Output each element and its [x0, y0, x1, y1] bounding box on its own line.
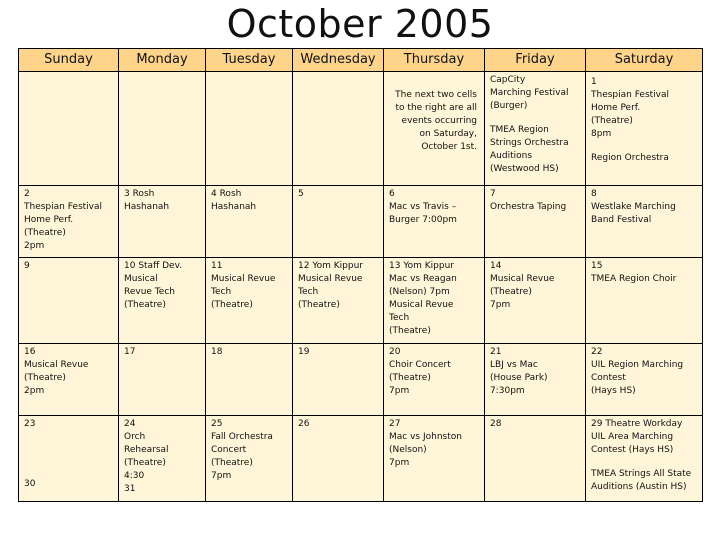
event-line: TMEA Region [490, 125, 549, 135]
event-line: Orchestra Taping [490, 202, 567, 212]
cell-day-12 [293, 258, 384, 344]
cell-day-1 [586, 72, 703, 186]
event-line: 8 [591, 189, 597, 199]
event-line: 30 [24, 479, 36, 489]
calendar-grid [18, 48, 703, 502]
event-line: (Theatre) [591, 116, 633, 126]
event-line: 5 [298, 189, 304, 199]
event-line: 7 [490, 189, 496, 199]
event-line: 24 [124, 419, 136, 429]
event-line: 13 Yom Kippur [389, 261, 454, 271]
event-line: Musical [124, 274, 158, 284]
week-row-1 [19, 72, 703, 186]
event-line: 7pm [389, 458, 410, 468]
event-line: Mac vs Reagan [389, 274, 457, 284]
cell-day-11 [206, 258, 293, 344]
event-line: 14 [490, 261, 502, 271]
header-saturday: Saturday [586, 49, 703, 72]
event-line: (House Park) [490, 373, 548, 383]
cell-day-19 [293, 344, 384, 416]
event-line: (Nelson) [389, 445, 427, 455]
cell-note [384, 72, 485, 186]
event-line: Tech [389, 313, 410, 323]
cell-day-17 [119, 344, 206, 416]
event-line: Hashanah [124, 202, 170, 212]
event-line: (Hays HS) [591, 386, 636, 396]
header-friday: Friday [485, 49, 586, 72]
event-line: 6 [389, 189, 395, 199]
event-line: 1 [591, 77, 597, 87]
day-30 [24, 478, 115, 491]
event-line: 11 [211, 261, 223, 271]
cell-day-4 [206, 186, 293, 258]
event-line: UIL Area Marching [591, 432, 674, 442]
event-line: 2 [24, 189, 30, 199]
event-line: Home Perf. [24, 215, 74, 225]
event-line: Marching Festival [490, 88, 569, 98]
event-line: Tech [298, 287, 319, 297]
calendar-title: October 2005 [226, 2, 494, 46]
cell-day-9 [19, 258, 119, 344]
event-line: 15 [591, 261, 603, 271]
week-row-2 [19, 186, 703, 258]
header-wednesday: Wednesday [293, 49, 384, 72]
event-line: 25 [211, 419, 223, 429]
event-line: 4 Rosh [211, 189, 242, 199]
event-line: Band Festival [591, 215, 652, 225]
week-row-5 [19, 416, 703, 502]
event-line: Auditions [490, 151, 533, 161]
event-line: (Theatre) [211, 458, 253, 468]
event-line: Thespian Festival [591, 90, 670, 100]
event-line: (Theatre) [490, 287, 532, 297]
event-line: 23 [24, 419, 36, 429]
event-line: Musical Revue [211, 274, 276, 284]
event-line: (Theatre) [389, 373, 431, 383]
event-line: (Theatre) [124, 458, 166, 468]
event-line: events occurring [401, 116, 477, 126]
header-thursday: Thursday [384, 49, 485, 72]
cell-day-3 [119, 186, 206, 258]
event-line: 4:30 [124, 471, 145, 481]
header-tuesday: Tuesday [206, 49, 293, 72]
day-23 [24, 418, 115, 431]
cell-day-8 [586, 186, 703, 258]
cell-empty-tuesday [206, 72, 293, 186]
note-text [389, 89, 481, 154]
event-line: 20 [389, 347, 401, 357]
event-line: 7:30pm [490, 386, 525, 396]
cell-day-24-31 [119, 416, 206, 502]
event-line: UIL Region Marching [591, 360, 684, 370]
event-line: Auditions (Austin HS) [591, 482, 687, 492]
event-line: on Saturday, [419, 129, 477, 139]
cell-empty-monday [119, 72, 206, 186]
event-region-orchestra [591, 152, 699, 165]
cell-day-13 [384, 258, 485, 344]
event-line: Contest [591, 373, 626, 383]
event-line: 31 [124, 484, 136, 494]
event-line: Mac vs Johnston [389, 432, 462, 442]
event-line: 2pm [24, 386, 45, 396]
cell-day-29 [586, 416, 703, 502]
cell-day-6 [384, 186, 485, 258]
cell-friday-stacked [485, 72, 586, 186]
event-line: Home Perf. [591, 103, 641, 113]
event-line: Musical Revue [490, 274, 555, 284]
event-line: Region Orchestra [591, 153, 669, 163]
event-line: Choir Concert [389, 360, 451, 370]
weekday-header-row [19, 49, 703, 72]
event-line: 28 [490, 419, 502, 429]
event-line: 8pm [591, 129, 612, 139]
cell-day-23-30 [19, 416, 119, 502]
event-line: 7pm [389, 386, 410, 396]
event-line: (Theatre) [24, 373, 66, 383]
event-line: Rehearsal [124, 445, 169, 455]
event-day-29 [591, 418, 699, 457]
event-line: (Nelson) 7pm [389, 287, 450, 297]
event-line: 19 [298, 347, 310, 357]
event-line: 17 [124, 347, 136, 357]
event-line: (Theatre) [211, 300, 253, 310]
cell-day-7 [485, 186, 586, 258]
cell-day-25 [206, 416, 293, 502]
event-line: October 1st. [421, 142, 477, 152]
cell-day-15 [586, 258, 703, 344]
event-line: Fall Orchestra [211, 432, 273, 442]
event-line: Concert [211, 445, 247, 455]
event-line: 7pm [211, 471, 232, 481]
event-line: LBJ vs Mac [490, 360, 538, 370]
cell-day-26 [293, 416, 384, 502]
event-tmea-strings [490, 124, 582, 176]
event-line: (Theatre) [389, 326, 431, 336]
event-line: Hashanah [211, 202, 257, 212]
event-line: Strings Orchestra [490, 138, 569, 148]
event-line: TMEA Strings All State [591, 469, 692, 479]
cell-day-2 [19, 186, 119, 258]
header-monday: Monday [119, 49, 206, 72]
event-line: 16 [24, 347, 36, 357]
event-line: 27 [389, 419, 401, 429]
event-line: (Burger) [490, 101, 528, 111]
event-line: Revue Tech [124, 287, 175, 297]
cell-day-27 [384, 416, 485, 502]
event-line: 22 [591, 347, 603, 357]
event-line: Musical Revue [389, 300, 454, 310]
event-line: 3 Rosh [124, 189, 155, 199]
event-line: 12 Yom Kippur [298, 261, 363, 271]
week-row-4 [19, 344, 703, 416]
cell-day-14 [485, 258, 586, 344]
event-line: Contest (Hays HS) [591, 445, 674, 455]
event-line: 18 [211, 347, 223, 357]
event-line: (Theatre) [298, 300, 340, 310]
cell-day-10 [119, 258, 206, 344]
event-line: (Westwood HS) [490, 164, 559, 174]
event-line: CapCity [490, 75, 526, 85]
event-day-1 [591, 74, 699, 141]
event-line: Tech [211, 287, 232, 297]
event-line: Musical Revue [298, 274, 363, 284]
event-line: Thespian Festival [24, 202, 103, 212]
event-capcity [490, 74, 582, 113]
header-sunday: Sunday [19, 49, 119, 72]
event-line: TMEA Region Choir [591, 274, 677, 284]
event-line: 10 Staff Dev. [124, 261, 183, 271]
event-line: Orch [124, 432, 146, 442]
event-line: 2pm [24, 241, 45, 251]
event-line: Burger 7:00pm [389, 215, 457, 225]
cell-day-18 [206, 344, 293, 416]
event-line: (Theatre) [124, 300, 166, 310]
event-line: Mac vs Travis – [389, 202, 457, 212]
event-line: to the right are all [395, 103, 477, 113]
cell-day-20 [384, 344, 485, 416]
cell-day-5 [293, 186, 384, 258]
week-row-3 [19, 258, 703, 344]
event-tmea-all-state [591, 468, 699, 494]
event-line: 7pm [490, 300, 511, 310]
cell-empty-wednesday [293, 72, 384, 186]
cell-day-28 [485, 416, 586, 502]
cell-empty-sunday [19, 72, 119, 186]
cell-day-16 [19, 344, 119, 416]
event-line: Westlake Marching [591, 202, 676, 212]
cell-day-21 [485, 344, 586, 416]
event-line: 29 Theatre Workday [591, 419, 683, 429]
event-line: Musical Revue [24, 360, 89, 370]
event-line: (Theatre) [24, 228, 66, 238]
event-line: 26 [298, 419, 310, 429]
event-line: 9 [24, 261, 30, 271]
event-line: The next two cells [395, 90, 477, 100]
cell-day-22 [586, 344, 703, 416]
event-line: 21 [490, 347, 502, 357]
